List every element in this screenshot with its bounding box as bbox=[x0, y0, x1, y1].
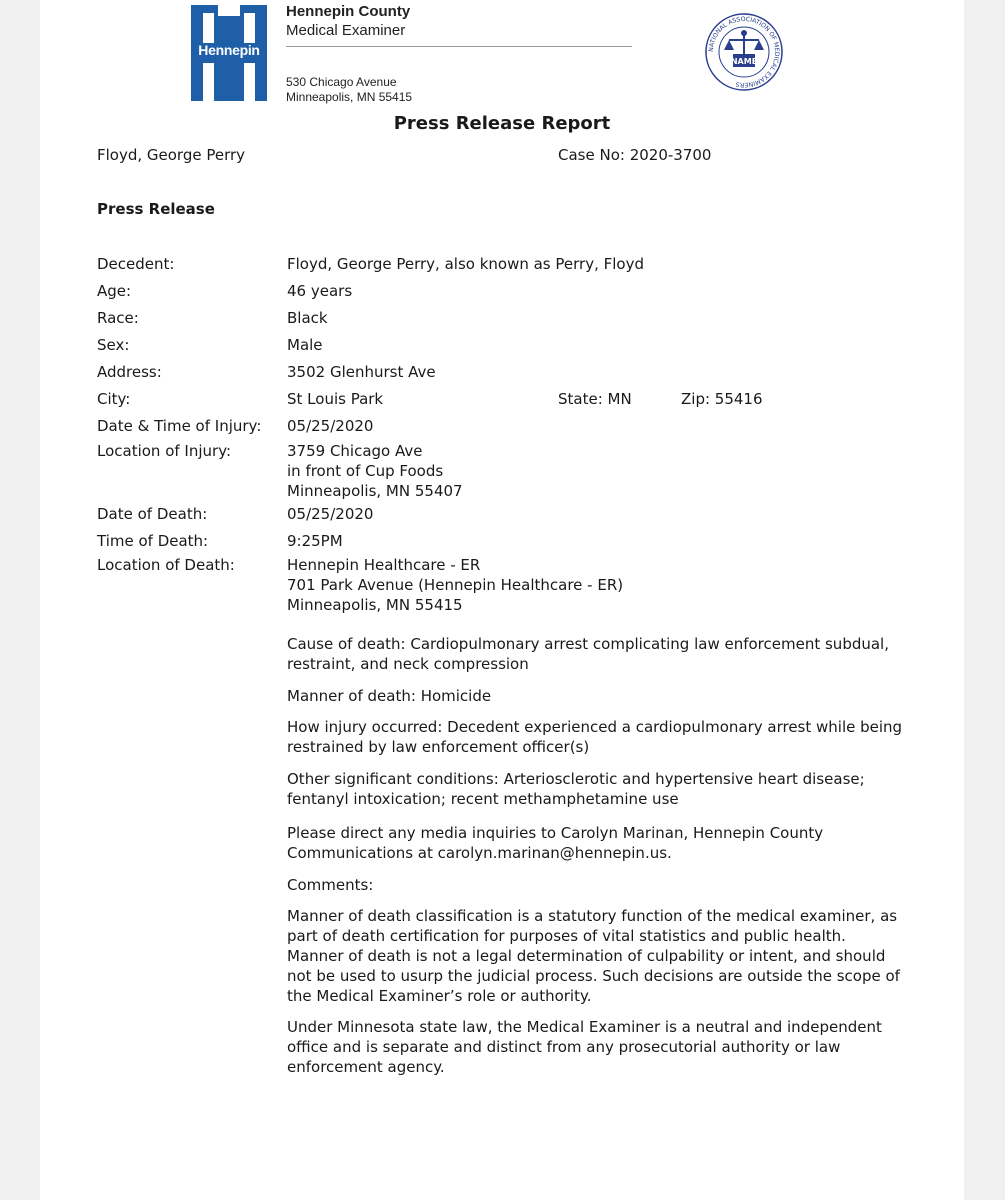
letterhead-divider bbox=[286, 46, 632, 47]
state-value: State: MN bbox=[558, 390, 632, 408]
death-location-line: Minneapolis, MN 55415 bbox=[287, 596, 463, 614]
subject-name: Floyd, George Perry bbox=[97, 146, 246, 164]
decedent-label: Decedent: bbox=[97, 255, 175, 273]
age-label: Age: bbox=[97, 282, 132, 300]
injury-datetime-label: Date & Time of Injury: bbox=[97, 417, 262, 435]
injury-datetime-value: 05/25/2020 bbox=[287, 417, 374, 435]
death-time-value: 9:25PM bbox=[287, 532, 343, 550]
how-injury-occurred: How injury occurred: Decedent experienced a cardiopulmonary arrest while being restrained by law enforcement officer(s) bbox=[287, 718, 903, 756]
manner-of-death: Manner of death: Homicide bbox=[287, 687, 492, 705]
death-time-label: Time of Death: bbox=[97, 532, 209, 550]
injury-location-line: in front of Cup Foods bbox=[287, 462, 444, 480]
address-label: Address: bbox=[97, 363, 162, 381]
org-department: Medical Examiner bbox=[286, 22, 406, 39]
injury-location-line: 3759 Chicago Ave bbox=[287, 442, 423, 460]
org-street-address: 530 Chicago Avenue bbox=[286, 75, 397, 89]
death-location-line: 701 Park Avenue (Hennepin Healthcare - ER) bbox=[287, 576, 624, 594]
injury-location-line: Minneapolis, MN 55407 bbox=[287, 482, 463, 500]
injury-location-label: Location of Injury: bbox=[97, 442, 232, 460]
zip-value: Zip: 55416 bbox=[681, 390, 763, 408]
cause-of-death: Cause of death: Cardiopulmonary arrest complicating law enforcement subdual, restraint, and neck compression bbox=[287, 635, 889, 673]
section-heading: Press Release bbox=[97, 200, 215, 218]
report-title: Press Release Report bbox=[393, 113, 611, 134]
association-seal bbox=[704, 12, 784, 92]
city-label: City: bbox=[97, 390, 131, 408]
comment-paragraph-1: Manner of death classification is a statutory function of the medical examiner, as part of death certification for purposes of vital statistics and public health. Manner of death is not a legal determination of culpability or intent, and should not be used to usurp the judicial process. Such decisions are outside the scope of the Medical Examiner’s role or authority. bbox=[287, 907, 900, 1005]
document-page bbox=[40, 0, 964, 1200]
sex-value: Male bbox=[287, 336, 323, 354]
age-value: 46 years bbox=[287, 282, 353, 300]
sex-label: Sex: bbox=[97, 336, 130, 354]
seal-ring-text: NATIONAL ASSOCIATION OF MEDICAL EXAMINERS bbox=[707, 15, 781, 89]
media-inquiries: Please direct any media inquiries to Carolyn Marinan, Hennepin County Communications at carolyn.marinan@hennepin.us. bbox=[287, 824, 824, 862]
death-location-value bbox=[287, 555, 623, 615]
case-number: Case No: 2020-3700 bbox=[558, 146, 712, 164]
other-significant-conditions: Other significant conditions: Arteriosclerotic and hypertensive heart disease; fentanyl intoxication; recent methamphetamine use bbox=[287, 770, 865, 808]
address-value: 3502 Glenhurst Ave bbox=[287, 363, 436, 381]
comments-label: Comments: bbox=[287, 876, 374, 894]
death-location-label: Location of Death: bbox=[97, 556, 235, 574]
org-city-line: Minneapolis, MN 55415 bbox=[286, 90, 413, 104]
death-date-label: Date of Death: bbox=[97, 505, 208, 523]
injury-location-value bbox=[287, 441, 463, 501]
death-location-line: Hennepin Healthcare - ER bbox=[287, 556, 481, 574]
city-value: St Louis Park bbox=[287, 390, 384, 408]
org-name: Hennepin County bbox=[286, 3, 411, 20]
hennepin-logo bbox=[191, 5, 267, 101]
death-date-value: 05/25/2020 bbox=[287, 505, 374, 523]
race-value: Black bbox=[287, 309, 328, 327]
seal-initials: NAME bbox=[730, 57, 758, 66]
race-label: Race: bbox=[97, 309, 139, 327]
decedent-value: Floyd, George Perry, also known as Perry, Floyd bbox=[287, 255, 644, 273]
comment-paragraph-2: Under Minnesota state law, the Medical Examiner is a neutral and independent office and is separate and distinct from any prosecutorial authority or law enforcement agency. bbox=[287, 1018, 882, 1076]
logo-wordmark: Hennepin bbox=[198, 42, 260, 58]
